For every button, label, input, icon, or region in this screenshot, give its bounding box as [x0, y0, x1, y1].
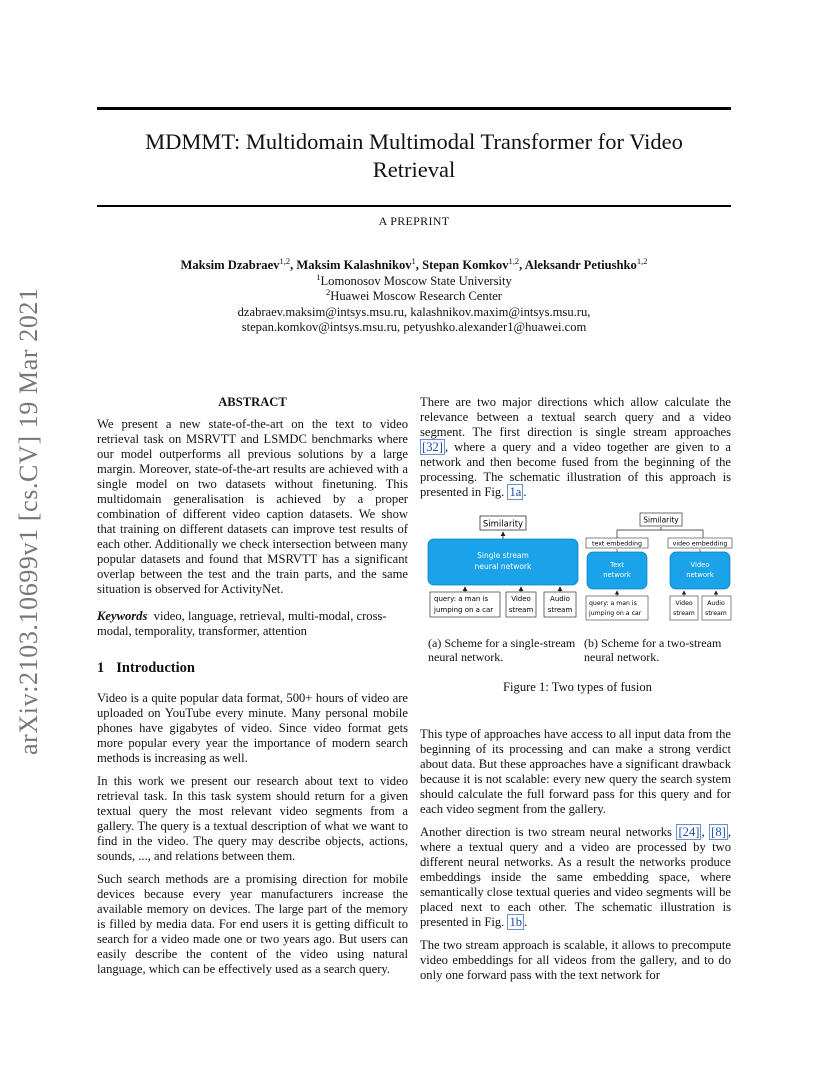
author-name: Maksim Kalashnikov [296, 258, 412, 272]
text-network-label-1: Text [610, 561, 624, 569]
abstract-heading: ABSTRACT [218, 395, 287, 409]
right-column-top [420, 395, 731, 508]
keywords-label: Keywords [97, 609, 148, 623]
paper-title [97, 128, 731, 184]
figure-1-caption: Figure 1: Two types of fusion [503, 680, 652, 694]
text-run: , [701, 825, 710, 839]
right-column-bottom [420, 727, 731, 991]
similarity-label: Similarity [482, 519, 524, 530]
author-sup: 1 [411, 256, 416, 266]
scheme-a [428, 516, 578, 617]
subcaption-b-line-1: (b) Scheme for a two-stream [584, 636, 722, 650]
video-embedding-label: video embedding [672, 540, 728, 548]
figure-link[interactable]: 1b [509, 915, 523, 929]
citation-link[interactable]: [24] [678, 825, 700, 839]
intro-paragraph-2: In this work we present our research about text to video retrieval task. In this task system should return for a given textual query the most relevant video segments from a gallery. The query is a textual description of what we want to find in the video. The query may describe objects, actions, sounds, ..., and relations between them. [97, 774, 408, 863]
figure-1 [420, 508, 735, 698]
figure-link[interactable]: 1a [509, 485, 522, 499]
author-name: Aleksandr Petiushko [524, 258, 637, 272]
query-text-2: jumping on a car [589, 610, 642, 617]
subcaption-a [428, 636, 588, 664]
query-text-1: query: a man is [434, 595, 489, 603]
video-stream-text-2: stream [508, 606, 534, 614]
video-network-label-2: network [686, 571, 714, 579]
subcaption-a-line-1: (a) Scheme for a single-stream [428, 636, 576, 650]
intro-paragraph-3: Such search methods are a promising direction for mobile devices because every year manufacturers increase the available memory on devices. The large part of the memory is filled by media data. For end users it is getting difficult to search for a video made one or two years ago. But users can easily describe the content of the video using natural language, which can be effectively used as a search query. [97, 872, 408, 976]
author-sup: 1,2 [279, 256, 291, 266]
audio-stream-text-1: Audio [707, 600, 725, 607]
audio-stream-text-2: stream [547, 606, 573, 614]
author-name: Stepan Komkov [422, 258, 509, 272]
video-network-label-1: Video [690, 561, 710, 569]
query-text-2: jumping on a car [434, 606, 494, 614]
text-run: . [524, 915, 528, 929]
emails-line-1: dzabraev.maksim@intsys.msu.ru, kalashnikov.maxim@intsys.msu.ru, [237, 304, 591, 319]
text-run: . [523, 485, 527, 499]
text-run: Another direction is two stream neural networks [420, 825, 677, 839]
affil-text: Lomonosov Moscow State University [320, 273, 512, 288]
title-rule-bottom [97, 205, 731, 207]
intro-paragraph-1: Video is a quite popular data format, 500+ hours of video are uploaded on YouTube every minute. Many personal mobile phones have gigabytes of video. Since video format gets more popular every year the importance of modern search methods is increasing as well. [97, 691, 408, 765]
keywords-text: video, language, retrieval, multi-modal, cross-modal, temporality, transformer, attention [97, 609, 387, 638]
keywords [97, 609, 408, 639]
author-sep: , [415, 258, 423, 272]
text-embedding-label: text embedding [591, 540, 643, 548]
network-label-2: neural network [474, 562, 532, 571]
title-line-2: Retrieval [372, 157, 456, 182]
text-run: There are two major directions which allow calculate the relevance between a textual search query and a video segment. The first direction is single stream approaches [420, 395, 731, 439]
author-sup: 1,2 [508, 256, 520, 266]
scheme-b [586, 513, 732, 620]
author-names [97, 258, 731, 274]
audio-stream-text-1: Audio [550, 595, 570, 603]
left-column [97, 395, 408, 985]
abstract-text: We present a new state-of-the-art on the text to video retrieval task on MSRVTT and LSMDC benchmarks where our model outperforms all previous solutions by a large margin. Moreover, state-of-the-art results are achieved with a single model on two datasets without finetuning. This multidomain generalisation is achieved by a proper combination of different video caption datasets. We show that training on different datasets can improve test results of each other. Additionally we check intersection between many popular datasets and found that MSRVTT has a significant overlap between the test and the train parts, and the same situation is observed for ActivityNet. [97, 417, 408, 596]
text-network-label-2: network [603, 571, 631, 579]
subcaption-b [584, 636, 744, 664]
affiliation-1 [97, 271, 731, 290]
title-line-1: MDMMT: Multidomain Multimodal Transformer for Video [145, 129, 683, 154]
affil-sup: 2 [326, 287, 331, 297]
arxiv-stamp: arXiv:2103.10699v1 [cs.CV] 19 Mar 2021 [14, 287, 43, 755]
subcaption-b-line-2: neural network. [584, 650, 660, 664]
affil-text: Huawei Moscow Research Center [330, 289, 502, 303]
right-paragraph-2: This type of approaches have access to all input data from the beginning of its processing and can make a strong verdict about data. But these approaches have a significant drawback because it is not scalable: every new query the search system should calculate the full forward pass for this query and for each video segment from the gallery. [420, 727, 731, 816]
video-stream-text-1: Video [511, 595, 531, 603]
author-name: Maksim Dzabraev [180, 258, 280, 272]
text-run: , where a query and a video together are given to a network and then become fused from the beginning of the processing. The schematic illustration of this approach is presented in Fig. [420, 440, 731, 499]
emails-line-2: stepan.komkov@intsys.msu.ru, petyushko.alexander1@huawei.com [241, 320, 587, 334]
preprint-label: A PREPRINT [378, 214, 450, 228]
right-paragraph-1 [420, 395, 731, 500]
audio-stream-text-2: stream [705, 610, 727, 617]
section-title: Introduction [116, 660, 195, 676]
citation-link[interactable]: [8] [711, 825, 726, 839]
similarity-label: Similarity [643, 515, 679, 525]
video-stream-text-1: Video [675, 600, 693, 607]
query-text-1: query: a man is [589, 600, 637, 607]
author-sep: , [290, 258, 297, 272]
network-label-1: Single stream [477, 551, 529, 560]
right-paragraph-4: The two stream approach is scalable, it allows to precompute video embeddings for all videos from the gallery, and to do only one forward pass with the text network for [420, 938, 731, 982]
author-sup: 1,2 [636, 256, 648, 266]
affiliation-2 [97, 289, 731, 305]
right-paragraph-3 [420, 825, 731, 930]
subcaption-a-line-2: neural network. [428, 650, 504, 664]
affil-sup: 1 [316, 271, 321, 282]
similarity-connector [617, 530, 703, 538]
section-heading-introduction [97, 661, 408, 676]
title-rule-top [97, 107, 731, 110]
figure-1-diagram [420, 508, 735, 633]
section-number: 1 [97, 660, 105, 676]
video-stream-text-2: stream [673, 610, 695, 617]
author-sep: , [519, 258, 525, 272]
authors-block [97, 258, 731, 336]
citation-link[interactable]: [32] [422, 440, 443, 454]
text-run: , where a textual query and a video are processed by two different neural networks. As a result the networks produce embeddings inside the same embedding space, where semantically close textual queries and video segments will be placed next to each other. The schematic illustration is presented in Fig. [420, 825, 732, 929]
